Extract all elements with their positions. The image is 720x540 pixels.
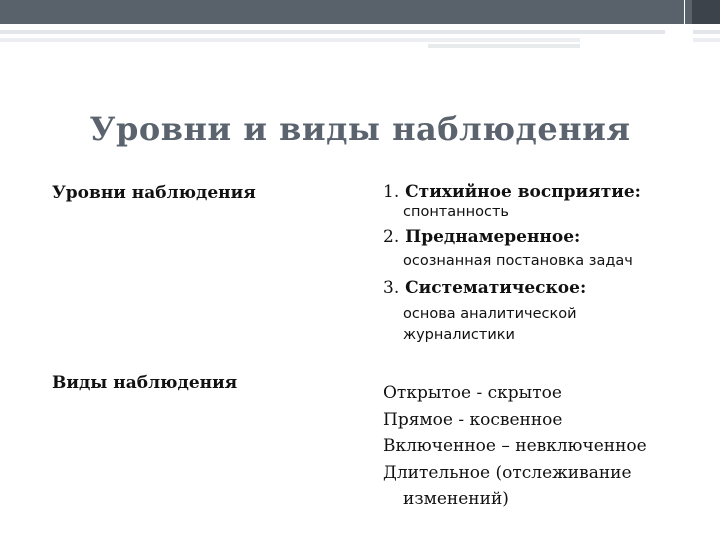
level-item-3 [383, 278, 703, 346]
decor-stripe [693, 38, 720, 42]
level-heading: Преднамеренное: [405, 227, 581, 247]
level-description: журналистики [403, 327, 515, 343]
level-number: 2. [383, 227, 400, 247]
header-accent-tab [692, 0, 720, 24]
levels-label: Уровни наблюдения [52, 183, 256, 203]
level-item-1 [383, 182, 703, 223]
levels-list [383, 182, 703, 346]
kind-item: Прямое - косвенное [383, 409, 563, 430]
level-item-2 [383, 227, 703, 272]
level-number: 3. [383, 278, 400, 298]
kinds-list [383, 380, 703, 513]
decor-stripe [428, 44, 580, 48]
header-divider [684, 0, 685, 24]
kind-item: Включенное – невключенное [383, 436, 647, 456]
decor-stripe [0, 30, 665, 34]
level-heading: Систематическое: [405, 278, 587, 298]
kinds-label: Виды наблюдения [52, 373, 238, 393]
level-description: осознанная постановка задач [403, 253, 633, 269]
kind-item: Открытое - скрытое [383, 383, 562, 403]
level-heading: Стихийное восприятие: [405, 182, 641, 202]
slide-header-band [0, 0, 720, 24]
level-description: спонтанность [403, 204, 509, 220]
decor-stripe [693, 30, 720, 34]
kind-item: изменений) [403, 489, 509, 509]
level-number: 1. [383, 182, 400, 202]
level-description: основа аналитической [403, 306, 577, 322]
slide-title: Уровни и виды наблюдения [89, 110, 631, 148]
kind-item: Длительное (отслеживание [383, 462, 632, 483]
decor-stripe [0, 38, 580, 42]
